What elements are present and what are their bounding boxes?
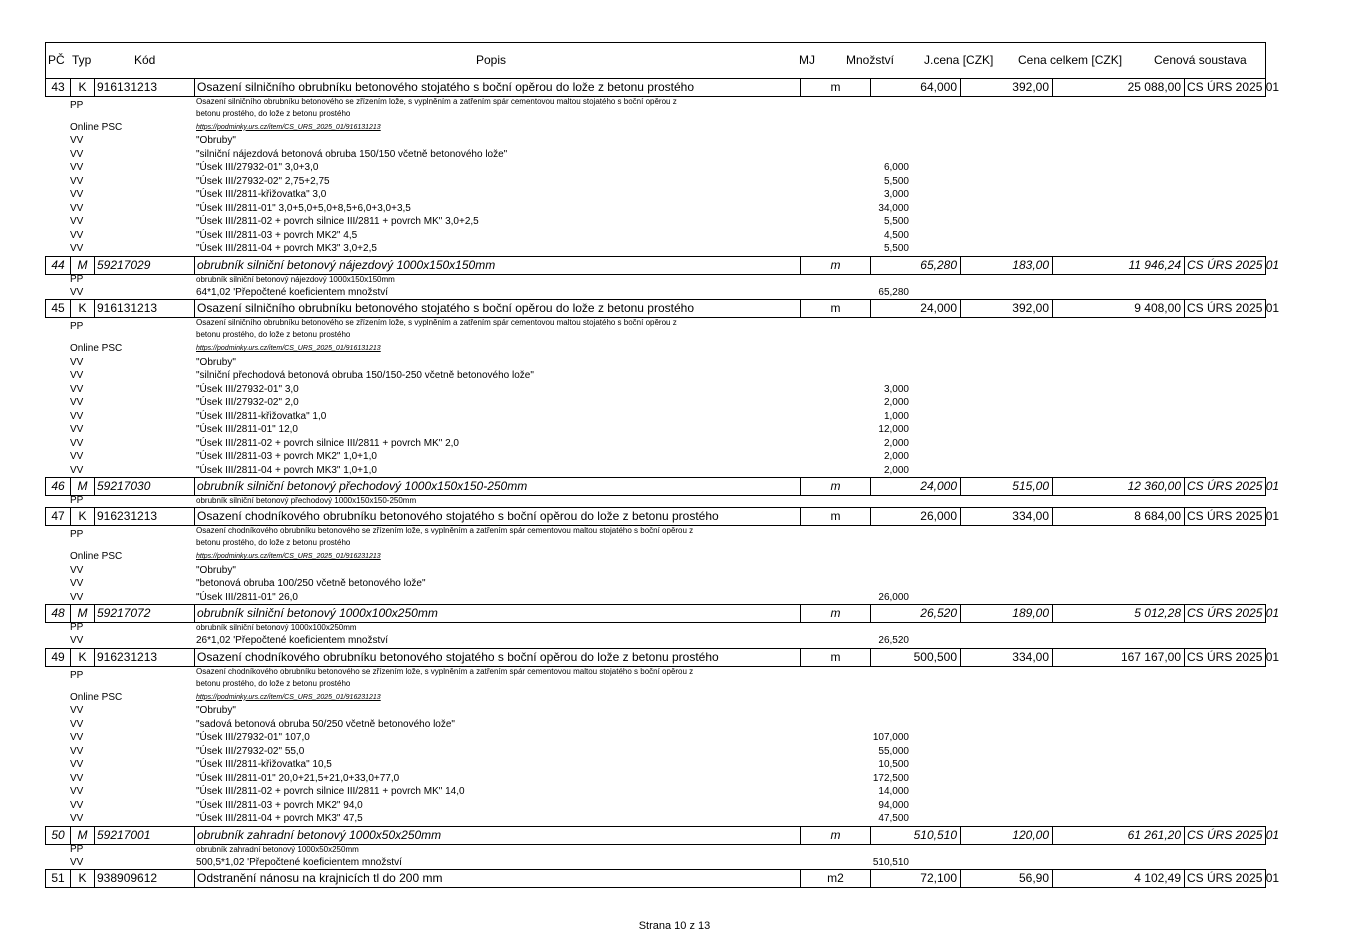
header-jcena: J.cena [CZK] xyxy=(924,53,994,67)
item-cenova-soustava: CS ÚRS 2025 01 xyxy=(1187,606,1280,620)
vv-label: VV xyxy=(70,397,84,408)
vv-text: "Obruby" xyxy=(196,705,236,716)
vv-label: VV xyxy=(70,148,84,160)
item-pp-block xyxy=(0,844,1349,856)
header-typ: Typ xyxy=(72,53,92,67)
item-mj: m xyxy=(801,79,871,96)
vv-label: VV xyxy=(70,135,84,146)
item-jcena: 392,00 xyxy=(961,300,1053,317)
item-row xyxy=(45,477,1280,496)
vv-row xyxy=(0,464,1349,478)
item-mnozstvi: 26,000 xyxy=(871,508,961,525)
item-mnozstvi: 64,000 xyxy=(871,79,961,96)
header-mj: MJ xyxy=(799,53,815,67)
vv-text: "Úsek III/27932-01" 3,0+3,0 xyxy=(196,162,319,173)
item-kod: 916131213 xyxy=(95,300,195,317)
vv-label: VV xyxy=(70,410,84,422)
item-popis: obrubník silniční betonový nájezdový 1000x150x150mm xyxy=(195,257,801,274)
item-pc: 44 xyxy=(46,257,71,274)
pp-text: obrubník silniční betonový nájezdový 1000x150x150mm xyxy=(196,274,395,284)
item-row xyxy=(45,826,1280,845)
item-cenova-soustava: CS ÚRS 2025 01 xyxy=(1187,649,1280,664)
vv-row xyxy=(0,577,1349,591)
item-mj: m xyxy=(801,478,871,495)
vv-text: "Obruby" xyxy=(196,356,236,368)
online-psc-link[interactable]: https://podminky.urs.cz/item/CS_URS_2025_01/916231213 xyxy=(196,553,381,560)
vv-row xyxy=(0,758,1349,772)
vv-label: VV xyxy=(70,856,84,868)
vv-text: "Úsek III/27932-01" 107,0 xyxy=(196,732,310,743)
vv-label: VV xyxy=(70,772,84,784)
item-cenova-soustava: CS ÚRS 2025 01 xyxy=(1187,827,1280,842)
vv-row xyxy=(0,731,1349,745)
vv-text: "Úsek III/2811-křižovatka" 10,5 xyxy=(196,759,332,770)
vv-row xyxy=(0,856,1349,870)
online-psc-row xyxy=(0,691,1349,705)
online-psc-link[interactable]: https://podminky.urs.cz/item/CS_URS_2025_01/916231213 xyxy=(196,693,381,701)
table-header xyxy=(45,42,1266,79)
vv-row xyxy=(0,591,1349,605)
vv-text: "Úsek III/2811-03 + povrch MK2" 94,0 xyxy=(196,799,363,811)
vv-text: "betonová obruba 100/250 včetně betonového lože" xyxy=(196,578,426,589)
item-cena-celkem: 5 012,28 xyxy=(1053,605,1185,622)
item-popis: Osazení chodníkového obrubníku betonového stojatého s boční opěrou do lože z betonu prostého xyxy=(195,649,801,666)
item-jcena: 56,90 xyxy=(961,870,1053,887)
header-pc: PČ xyxy=(48,53,65,67)
online-psc-label: Online PSC xyxy=(70,691,123,703)
vv-value: 5,500 xyxy=(883,175,909,187)
item-kod: 59217001 xyxy=(95,827,195,844)
item-jcena: 392,00 xyxy=(961,79,1053,96)
header-mnozstvi: Množství xyxy=(846,53,895,67)
item-jcena: 515,00 xyxy=(961,478,1053,495)
item-cena-celkem: 8 684,00 xyxy=(1053,508,1185,525)
vv-label: VV xyxy=(70,799,84,811)
vv-row xyxy=(0,799,1349,813)
vv-label: VV xyxy=(70,437,84,449)
vv-value: 6,000 xyxy=(883,162,909,173)
header-cena-celkem: Cena celkem [CZK] xyxy=(1018,53,1123,67)
item-cena-celkem: 11 946,24 xyxy=(1053,257,1185,274)
vv-text: "Úsek III/2811-04 + povrch MK3" 47,5 xyxy=(196,813,363,824)
item-mj: m xyxy=(801,605,871,622)
item-mj: m2 xyxy=(801,870,871,887)
vv-row xyxy=(0,745,1349,759)
vv-label: VV xyxy=(70,229,84,241)
vv-text: 500,5*1,02 'Přepočtené koeficientem množství xyxy=(196,856,402,868)
online-psc-label: Online PSC xyxy=(70,121,123,133)
vv-label: VV xyxy=(70,705,84,716)
item-row xyxy=(45,256,1280,275)
item-mnozstvi: 24,000 xyxy=(871,300,961,317)
vv-value: 10,500 xyxy=(878,759,909,770)
item-row xyxy=(45,604,1280,623)
pp-label: PP xyxy=(70,669,84,681)
vv-label: VV xyxy=(70,175,84,187)
item-jcena: 334,00 xyxy=(961,508,1053,525)
vv-text: "Úsek III/2811-křižovatka" 1,0 xyxy=(196,410,327,422)
item-mnozstvi: 24,000 xyxy=(871,478,961,495)
vv-row xyxy=(0,242,1349,256)
item-row xyxy=(45,507,1280,526)
pp-text: Osazení silničního obrubníku betonového se zřízením lože, s vyplněním a zatřením spár cementovou maltou stojatého s boční opěrou z xyxy=(196,318,677,327)
item-row xyxy=(45,78,1280,97)
vv-row xyxy=(0,812,1349,826)
vv-label: VV xyxy=(70,370,84,381)
item-typ: K xyxy=(71,870,95,887)
vv-value: 5,500 xyxy=(883,216,909,227)
item-kod: 59217029 xyxy=(95,257,195,274)
item-pc: 45 xyxy=(46,300,71,317)
item-kod: 916131213 xyxy=(95,79,195,96)
vv-value: 47,500 xyxy=(878,813,909,824)
item-typ: M xyxy=(71,257,95,274)
vv-row xyxy=(0,134,1349,148)
vv-row xyxy=(0,634,1349,648)
item-kod: 916231213 xyxy=(95,508,195,525)
vv-value: 3,000 xyxy=(883,189,909,200)
vv-row xyxy=(0,356,1349,370)
pp-text: obrubník silniční betonový přechodový 1000x150x150-250mm xyxy=(196,496,417,505)
item-pp-block xyxy=(0,274,1349,286)
pp-text: betonu prostého, do lože z betonu prostého xyxy=(196,538,351,547)
vv-row xyxy=(0,564,1349,578)
vv-value: 2,000 xyxy=(883,451,909,462)
item-pc: 48 xyxy=(46,605,71,622)
pp-text: betonu prostého, do lože z betonu prostého xyxy=(196,108,351,118)
item-popis: Osazení silničního obrubníku betonového stojatého s boční opěrou do lože z betonu prostého xyxy=(195,300,801,317)
vv-row xyxy=(0,437,1349,451)
online-psc-row xyxy=(0,342,1349,356)
vv-value: 34,000 xyxy=(878,202,909,214)
pp-label: PP xyxy=(70,273,84,285)
vv-label: VV xyxy=(70,564,84,576)
vv-row xyxy=(0,202,1349,216)
item-pp-block xyxy=(0,317,1349,342)
item-kod: 59217030 xyxy=(95,478,195,495)
item-pp-block xyxy=(0,666,1349,691)
vv-value: 26,000 xyxy=(878,591,909,603)
item-typ: M xyxy=(71,827,95,844)
vv-text: 64*1,02 'Přepočtené koeficientem množství xyxy=(196,286,389,298)
item-jcena: 120,00 xyxy=(961,827,1053,844)
item-cenova-soustava: CS ÚRS 2025 01 xyxy=(1187,871,1280,885)
item-mj: m xyxy=(801,257,871,274)
item-cena-celkem: 25 088,00 xyxy=(1053,79,1185,96)
vv-label: VV xyxy=(70,451,84,462)
item-cenova-soustava: CS ÚRS 2025 01 xyxy=(1187,479,1280,493)
pp-label: PP xyxy=(70,843,84,855)
vv-text: "sadová betonová obruba 50/250 včetně betonového lože" xyxy=(196,718,455,730)
item-popis: obrubník silniční betonový 1000x100x250mm xyxy=(195,605,801,622)
pp-text: obrubník zahradní betonový 1000x50x250mm xyxy=(196,844,359,854)
item-pc: 49 xyxy=(46,649,71,666)
pp-label: PP xyxy=(70,622,84,633)
vv-row xyxy=(0,423,1349,437)
vv-row xyxy=(0,188,1349,202)
vv-text: "Úsek III/2811-04 + povrch MK3" 3,0+2,5 xyxy=(196,243,377,254)
item-mnozstvi: 500,500 xyxy=(871,649,961,666)
item-mj: m xyxy=(801,649,871,666)
vv-text: "Úsek III/2811-04 + povrch MK3" 1,0+1,0 xyxy=(196,464,377,476)
vv-label: VV xyxy=(70,162,84,173)
vv-row xyxy=(0,396,1349,410)
vv-label: VV xyxy=(70,243,84,254)
item-mnozstvi: 510,510 xyxy=(871,827,961,844)
vv-text: 26*1,02 'Přepočtené koeficientem množství xyxy=(196,635,389,646)
online-psc-link[interactable]: https://podminky.urs.cz/item/CS_URS_2025_01/916131213 xyxy=(196,123,381,131)
vv-label: VV xyxy=(70,759,84,770)
vv-label: VV xyxy=(70,591,84,603)
vv-row xyxy=(0,704,1349,718)
item-jcena: 334,00 xyxy=(961,649,1053,666)
online-psc-link[interactable]: https://podminky.urs.cz/item/CS_URS_2025_01/916131213 xyxy=(196,345,381,352)
vv-label: VV xyxy=(70,202,84,214)
item-pc: 50 xyxy=(46,827,71,844)
vv-text: "Úsek III/2811-01" 12,0 xyxy=(196,424,298,435)
vv-text: "Úsek III/2811-01" 26,0 xyxy=(196,591,298,603)
vv-text: "Úsek III/27932-02" 2,0 xyxy=(196,397,299,408)
header-kod: Kód xyxy=(134,53,156,67)
vv-row xyxy=(0,175,1349,189)
vv-text: "Úsek III/2811-03 + povrch MK2" 1,0+1,0 xyxy=(196,451,377,462)
vv-row xyxy=(0,161,1349,175)
vv-value: 65,280 xyxy=(878,286,909,298)
item-cena-celkem: 12 360,00 xyxy=(1053,478,1185,495)
item-pp-block xyxy=(0,495,1349,507)
vv-label: VV xyxy=(70,216,84,227)
item-row xyxy=(45,648,1280,667)
header-popis: Popis xyxy=(476,53,507,67)
vv-text: "Úsek III/2811-02 + povrch silnice III/2811 + povrch MK" 2,0 xyxy=(196,437,459,449)
vv-text: "Úsek III/27932-01" 3,0 xyxy=(196,383,299,395)
vv-label: VV xyxy=(70,424,84,435)
item-pc: 43 xyxy=(46,79,71,96)
vv-text: "Úsek III/2811-02 + povrch silnice III/2811 + povrch MK" 14,0 xyxy=(196,786,465,797)
item-pc: 51 xyxy=(46,870,71,887)
item-popis: Odstranění nánosu na krajnicích tl do 200 mm xyxy=(195,870,801,887)
item-row xyxy=(45,299,1280,318)
vv-row xyxy=(0,215,1349,229)
vv-label: VV xyxy=(70,732,84,743)
vv-text: "Úsek III/27932-02" 55,0 xyxy=(196,745,305,757)
item-popis: Osazení chodníkového obrubníku betonového stojatého s boční opěrou do lože z betonu prostého xyxy=(195,508,801,525)
item-kod: 916231213 xyxy=(95,649,195,666)
vv-row xyxy=(0,148,1349,162)
item-mnozstvi: 26,520 xyxy=(871,605,961,622)
vv-text: "silniční nájezdová betonová obruba 150/150 včetně betonového lože" xyxy=(196,148,508,160)
vv-value: 2,000 xyxy=(883,464,909,476)
pp-label: PP xyxy=(70,321,84,332)
vv-row xyxy=(0,785,1349,799)
item-typ: K xyxy=(71,649,95,666)
item-popis: obrubník zahradní betonový 1000x50x250mm xyxy=(195,827,801,844)
vv-value: 14,000 xyxy=(878,786,909,797)
item-cenova-soustava: CS ÚRS 2025 01 xyxy=(1187,257,1280,272)
vv-value: 510,510 xyxy=(872,856,909,868)
item-mj: m xyxy=(801,827,871,844)
online-psc-row xyxy=(0,121,1349,135)
vv-label: VV xyxy=(70,718,84,730)
vv-row xyxy=(0,718,1349,732)
item-mnozstvi: 72,100 xyxy=(871,870,961,887)
vv-row xyxy=(0,229,1349,243)
vv-row xyxy=(0,410,1349,424)
item-pp-block xyxy=(0,622,1349,634)
vv-value: 94,000 xyxy=(878,799,909,811)
vv-text: "Úsek III/2811-01" 20,0+21,5+21,0+33,0+77,0 xyxy=(196,772,400,784)
vv-row xyxy=(0,772,1349,786)
vv-text: "Úsek III/2811-01" 3,0+5,0+5,0+8,5+6,0+3,0+3,5 xyxy=(196,202,411,214)
vv-value: 55,000 xyxy=(878,745,909,757)
header-cenova-soustava: Cenová soustava xyxy=(1154,53,1247,67)
item-typ: M xyxy=(71,605,95,622)
vv-row xyxy=(0,286,1349,300)
item-mj: m xyxy=(801,300,871,317)
item-jcena: 183,00 xyxy=(961,257,1053,274)
pp-text: Osazení chodníkového obrubníku betonového se zřízením lože, s vyplněním a zatřením spár cementovou maltou stojatého s boční opěrou z xyxy=(196,526,694,535)
vv-text: "silniční přechodová betonová obruba 150/150-250 včetně betonového lože" xyxy=(196,370,534,381)
item-kod: 938909612 xyxy=(95,870,195,887)
item-row xyxy=(45,869,1280,888)
pp-label: PP xyxy=(70,529,84,540)
item-typ: K xyxy=(71,79,95,96)
vv-label: VV xyxy=(70,813,84,824)
item-cenova-soustava: CS ÚRS 2025 01 xyxy=(1187,509,1280,523)
pp-label: PP xyxy=(70,495,84,506)
item-popis: Osazení silničního obrubníku betonového stojatého s boční opěrou do lože z betonu prostého xyxy=(195,79,801,96)
page-footer: Strana 10 z 13 xyxy=(638,920,711,932)
vv-value: 172,500 xyxy=(872,772,909,784)
pp-text: Osazení silničního obrubníku betonového se zřízením lože, s vyplněním a zatřením spár cementovou maltou stojatého s boční opěrou z xyxy=(196,96,677,106)
vv-label: VV xyxy=(70,745,84,757)
vv-value: 5,500 xyxy=(883,243,909,254)
vv-text: "Úsek III/2811-křižovatka" 3,0 xyxy=(196,189,327,200)
vv-label: VV xyxy=(70,189,84,200)
pp-label: PP xyxy=(70,99,84,111)
vv-row xyxy=(0,450,1349,464)
item-mj: m xyxy=(801,508,871,525)
vv-value: 26,520 xyxy=(878,635,909,646)
item-cena-celkem: 167 167,00 xyxy=(1053,649,1185,666)
pp-text: betonu prostého, do lože z betonu prostého xyxy=(196,330,351,339)
vv-value: 2,000 xyxy=(883,437,909,449)
pp-text: obrubník silniční betonový 1000x100x250mm xyxy=(196,623,357,632)
item-pc: 47 xyxy=(46,508,71,525)
item-pp-block xyxy=(0,96,1349,121)
pp-text: betonu prostého, do lože z betonu prostého xyxy=(196,678,351,688)
vv-label: VV xyxy=(70,635,84,646)
pp-text: Osazení chodníkového obrubníku betonového se zřízením lože, s vyplněním a zatřením spár cementovou maltou stojatého s boční opěrou z xyxy=(196,666,694,676)
vv-label: VV xyxy=(70,286,84,298)
vv-text: "Úsek III/27932-02" 2,75+2,75 xyxy=(196,175,330,187)
item-typ: K xyxy=(71,508,95,525)
vv-value: 2,000 xyxy=(883,397,909,408)
vv-value: 4,500 xyxy=(883,229,909,241)
item-typ: K xyxy=(71,300,95,317)
item-typ: M xyxy=(71,478,95,495)
item-cenova-soustava: CS ÚRS 2025 01 xyxy=(1187,79,1280,94)
vv-text: "Obruby" xyxy=(196,135,236,146)
vv-value: 107,000 xyxy=(872,732,909,743)
vv-text: "Úsek III/2811-02 + povrch silnice III/2811 + povrch MK" 3,0+2,5 xyxy=(196,216,479,227)
item-kod: 59217072 xyxy=(95,605,195,622)
online-psc-label: Online PSC xyxy=(70,343,123,354)
vv-value: 12,000 xyxy=(878,424,909,435)
vv-text: "Úsek III/2811-03 + povrch MK2" 4,5 xyxy=(196,229,358,241)
vv-value: 1,000 xyxy=(883,410,909,422)
item-pp-block xyxy=(0,525,1349,550)
item-cena-celkem: 61 261,20 xyxy=(1053,827,1185,844)
item-mnozstvi: 65,280 xyxy=(871,257,961,274)
item-cena-celkem: 4 102,49 xyxy=(1053,870,1185,887)
online-psc-row xyxy=(0,550,1349,564)
vv-label: VV xyxy=(70,786,84,797)
vv-label: VV xyxy=(70,356,84,368)
vv-text: "Obruby" xyxy=(196,564,236,576)
item-pc: 46 xyxy=(46,478,71,495)
item-jcena: 189,00 xyxy=(961,605,1053,622)
item-cenova-soustava: CS ÚRS 2025 01 xyxy=(1187,301,1280,315)
item-cena-celkem: 9 408,00 xyxy=(1053,300,1185,317)
vv-row xyxy=(0,383,1349,397)
vv-label: VV xyxy=(70,383,84,395)
online-psc-label: Online PSC xyxy=(70,551,123,562)
vv-value: 3,000 xyxy=(883,383,909,395)
vv-label: VV xyxy=(70,464,84,476)
vv-label: VV xyxy=(70,578,84,589)
vv-row xyxy=(0,369,1349,383)
item-popis: obrubník silniční betonový přechodový 1000x150x150-250mm xyxy=(195,478,801,495)
